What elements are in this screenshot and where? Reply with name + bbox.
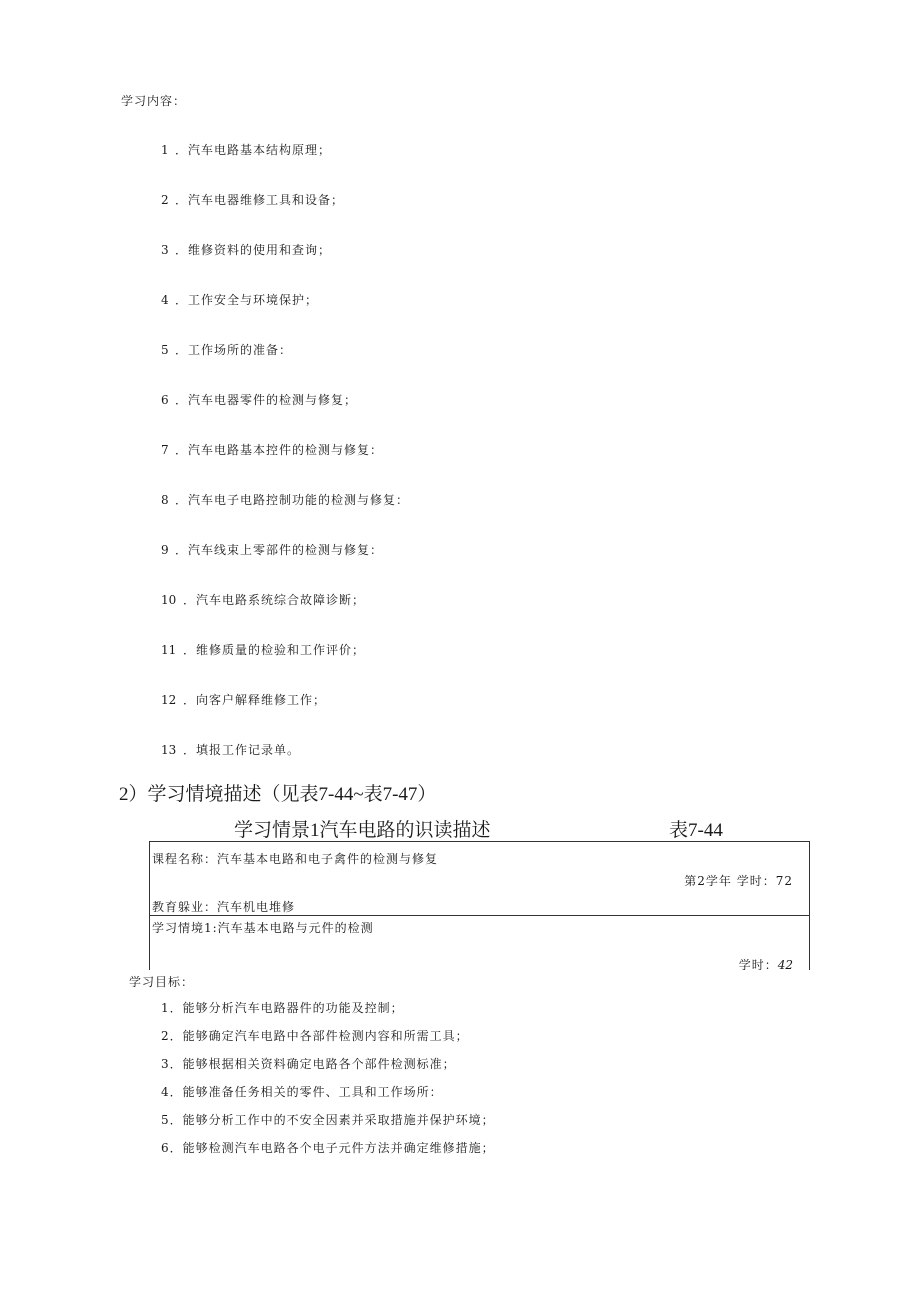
item-text: ．汽车电子电路控制功能的检测与修复： (175, 493, 410, 507)
major: 教育躲业：汽车机电堆修 (152, 900, 296, 914)
item-number: 5 (161, 1113, 170, 1127)
item-text: ．能够检测汽车电路各个电子元件方法并确定维修措施； (169, 1141, 495, 1155)
item-number: 9 (161, 543, 169, 557)
table-number: 表7-44 (669, 820, 723, 841)
section-title: 2）学习情境描述（见表7-44~表7-47） (119, 784, 437, 805)
item-number: 3 (161, 1057, 170, 1071)
item-text: ．汽车电器零件的检测与修复； (175, 393, 358, 407)
year-hours: 第2学年 学时：72 (684, 874, 793, 888)
learning-goals-list (161, 1000, 495, 1168)
list-item (161, 1140, 495, 1168)
list-item (161, 592, 409, 642)
item-text: ．维修质量的检验和工作评价； (183, 643, 366, 657)
learning-content-list (161, 142, 409, 792)
item-text: ．填报工作记录单。 (183, 743, 301, 757)
list-item (161, 1056, 495, 1084)
item-text: ．汽车电路基本结构原理； (175, 143, 332, 157)
item-number: 7 (161, 443, 169, 457)
learning-goals-heading: 学习目标： (129, 975, 195, 989)
item-number: 12 (161, 693, 177, 707)
list-item (161, 492, 409, 542)
list-item (161, 142, 409, 192)
item-text: ．汽车电路基本控件的检测与修复： (175, 443, 384, 457)
item-text: ．能够分析工作中的不安全因素并采取措施并保护环境； (169, 1113, 495, 1127)
item-text: ．向客户解释维修工作； (183, 693, 327, 707)
item-number: 1 (161, 1001, 170, 1015)
list-item (161, 1028, 495, 1056)
list-item (161, 542, 409, 592)
list-item (161, 242, 409, 292)
item-number: 6 (161, 393, 169, 407)
scenario-hours-label: 学时： (738, 958, 778, 972)
list-item (161, 342, 409, 392)
item-number: 2 (161, 1029, 170, 1043)
item-text: ．工作场所的准备： (175, 343, 293, 357)
course-name: 课程名称：汽车基本电路和电子禽件的检测与修复 (152, 852, 439, 866)
scenario-hours (739, 956, 793, 973)
item-text: ．汽车电路系统综合故障诊断； (183, 593, 366, 607)
list-item (161, 1084, 495, 1112)
item-number: 3 (161, 243, 169, 257)
list-item (161, 692, 409, 742)
list-item (161, 392, 409, 442)
list-item (161, 292, 409, 342)
item-number: 5 (161, 343, 169, 357)
item-text: ．汽车线束上零部件的检测与修复： (175, 543, 384, 557)
table-caption: 学习情景1汽车电路的识读描述 (234, 820, 491, 841)
item-text: ．能够准备任务相关的零件、工具和工作场所： (169, 1085, 443, 1099)
learning-content-heading: 学习内容： (121, 94, 187, 108)
item-number: 10 (161, 593, 177, 607)
item-number: 2 (161, 193, 169, 207)
course-info-table (149, 841, 810, 970)
item-number: 8 (161, 493, 169, 507)
item-text: ．能够分析汽车电路器件的功能及控制； (169, 1001, 404, 1015)
learning-scenario: 学习情境1:汽车基本电路与元件的检测 (152, 921, 374, 935)
item-number: 4 (161, 1085, 170, 1099)
list-item (161, 642, 409, 692)
item-text: ．工作安全与环境保护； (175, 293, 319, 307)
table-row-divider (150, 915, 809, 916)
item-number: 6 (161, 1141, 170, 1155)
item-text: ．汽车电器维修工具和设备； (175, 193, 345, 207)
list-item (161, 1000, 495, 1028)
item-text: ．能够确定汽车电路中各部件检测内容和所需工具； (169, 1029, 469, 1043)
item-number: 13 (161, 743, 177, 757)
scenario-hours-value: 42 (777, 958, 793, 972)
item-text: ．能够根据相关资料确定电路各个部件检测标准； (169, 1057, 456, 1071)
item-number: 4 (161, 293, 169, 307)
item-number: 11 (161, 643, 177, 657)
list-item (161, 192, 409, 242)
list-item (161, 1112, 495, 1140)
list-item (161, 442, 409, 492)
item-number: 1 (161, 143, 169, 157)
item-text: ．维修资料的使用和查询； (175, 243, 332, 257)
